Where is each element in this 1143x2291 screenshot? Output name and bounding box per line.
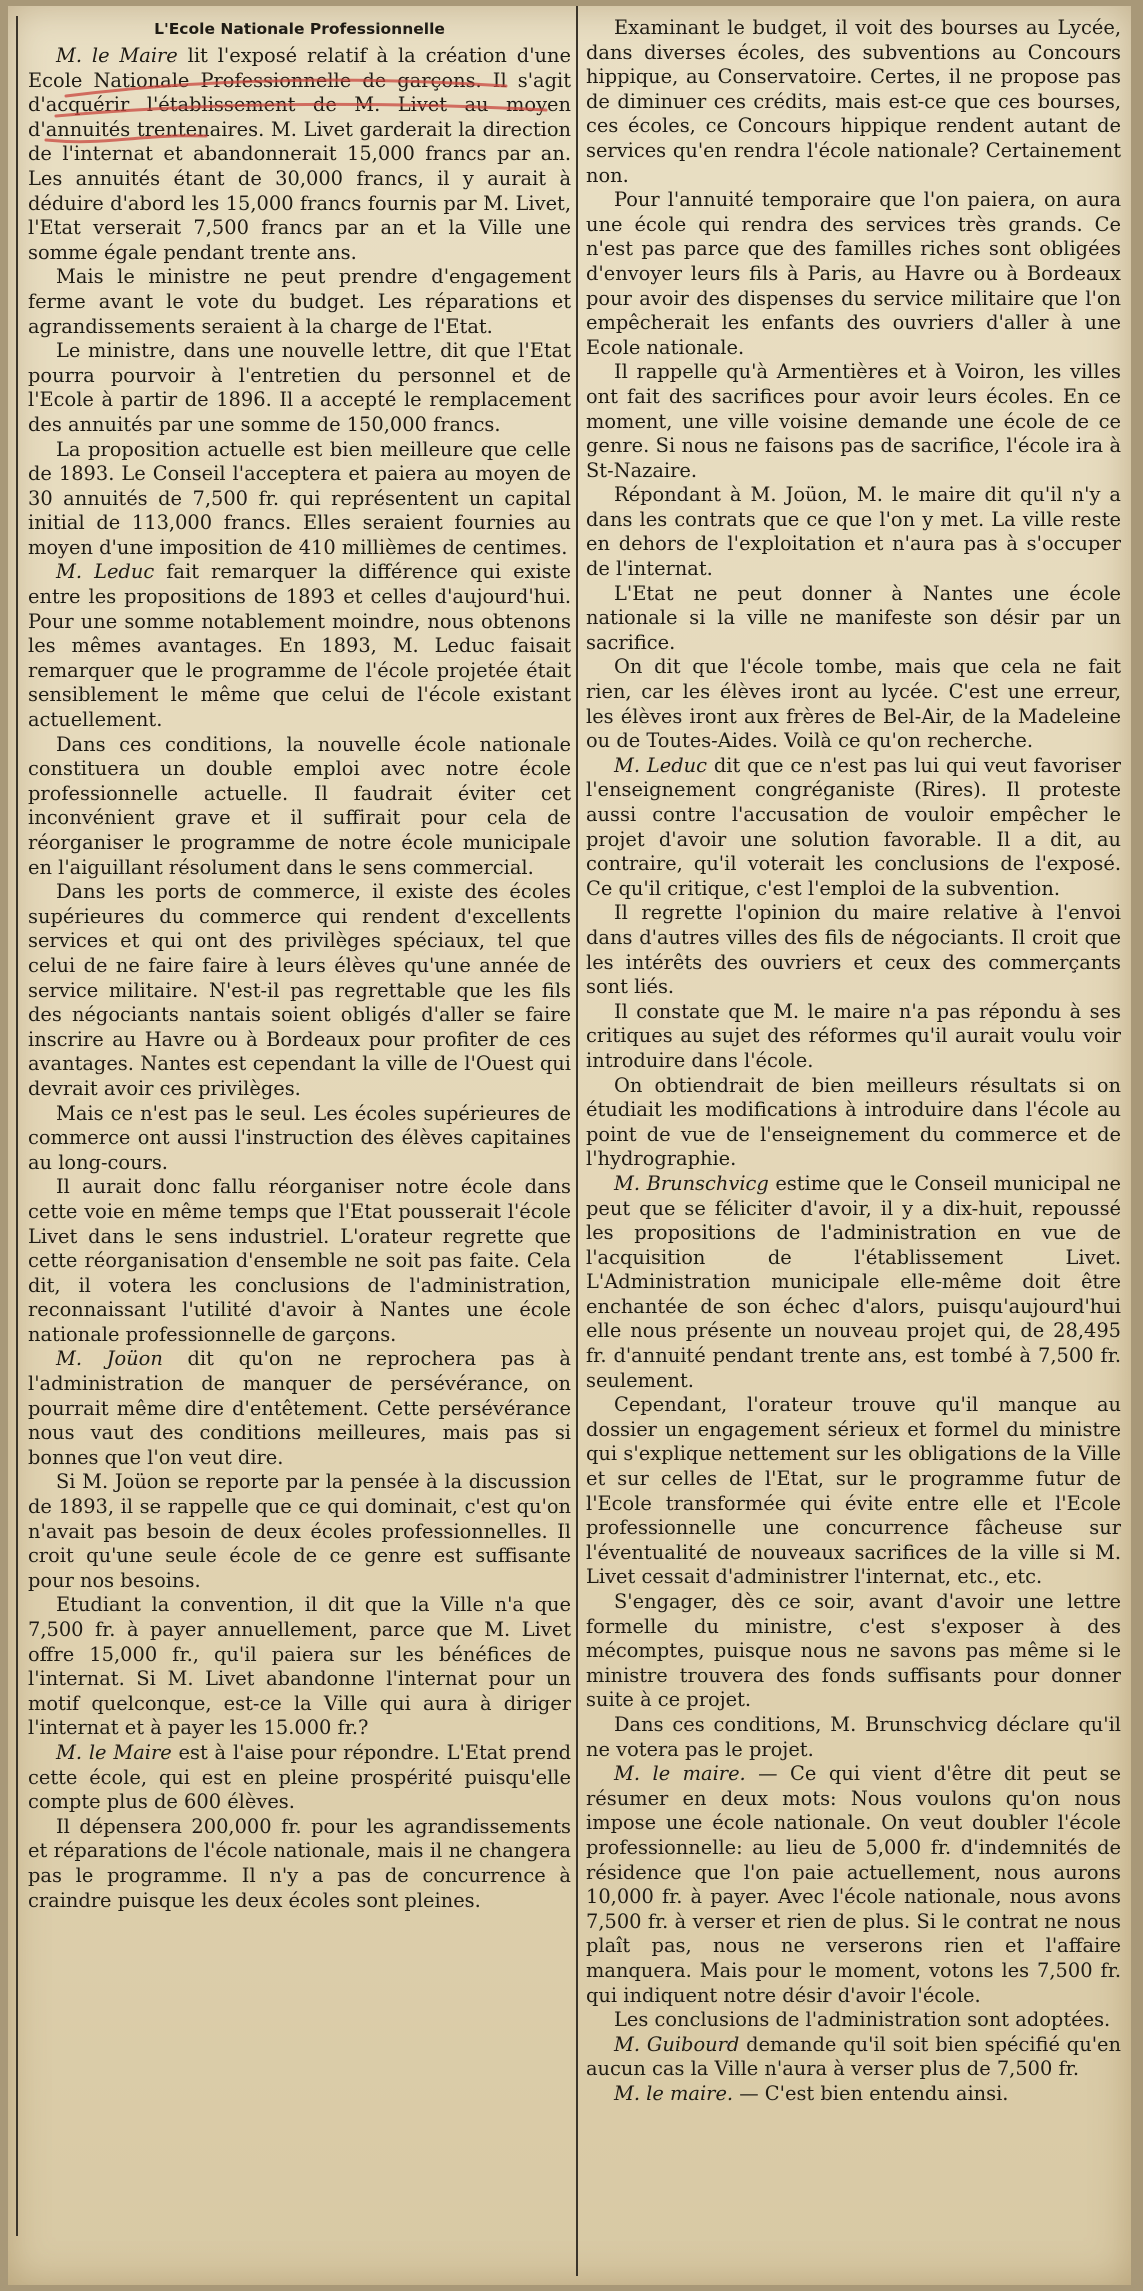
paragraph-text: Il regrette l'opinion du maire relative à l'envoi dans d'autres villes des fils de négociants. Il croit que les intérêts des ouvriers et ceux des commerçants sont liés. <box>586 901 1121 999</box>
speaker-name: M. le Maire <box>56 44 178 67</box>
paragraph <box>586 16 1121 188</box>
paragraph-text: Cependant, l'orateur trouve qu'il manque au dossier un engagement sérieux et formel du ministre qui s'explique nettement sur les obligations de la Ville et sur celles de l'Etat, sur le programme futur de l'Ecole transformée qui évite entre elle et l'Ecole professionnelle une concurrence fâcheuse sur l'éventualité de nouveaux sacrifices de la ville si M. Livet cessait d'administrer l'internat, etc., etc. <box>586 1393 1121 1589</box>
paragraph-text: On obtiendrait de bien meilleurs résultats si on étudiait les modifications à introduire dans l'école au point de vue de l'enseignement du commerce et de l'hydrographie. <box>586 1073 1121 1171</box>
paragraph <box>586 901 1121 999</box>
paragraph <box>586 360 1121 483</box>
speaker-name: M. Leduc <box>614 753 707 777</box>
paragraph-text: estime que le Conseil municipal ne peut que se féliciter d'avoir, il y a dix-huit, repoussé les propositions de l'administration en vue de l'acquisition de l'établissement Livet. L'Administration municipale elle-même doit être enchantée de son échec d'alors, puisqu'aujourd'hui elle nous présente un nouveau projet qui, de 28,495 fr. d'annuité pendant trente ans, est tombé à 7,500 fr. seulement. <box>586 1171 1121 1392</box>
paragraph <box>586 582 1121 656</box>
paragraph <box>28 1593 571 1741</box>
paragraph <box>586 2082 1121 2107</box>
paragraph <box>586 1762 1121 2008</box>
paragraph <box>28 1470 571 1593</box>
paragraph <box>28 1102 571 1176</box>
speaker-name: M. le maire. <box>614 1762 746 1786</box>
paragraph-text: On dit que l'école tombe, mais que cela ne fait rien, car les élèves iront au lycée. C'est une erreur, les élèves iront aux frères de Bel-Air, de la Madeleine ou de Toutes-Aides. Voilà ce qu'on recherche. <box>586 655 1121 753</box>
paragraph <box>586 2033 1121 2082</box>
paragraph <box>586 1713 1121 1762</box>
paragraph <box>28 1741 571 1815</box>
paragraph <box>28 265 571 339</box>
paragraph <box>28 1815 571 1913</box>
speaker-name: M. Leduc <box>56 560 155 584</box>
paragraph-text: — C'est bien entendu ainsi. <box>733 2081 1009 2105</box>
paragraph <box>586 2008 1121 2033</box>
paragraph-text: est à l'aise pour répondre. L'Etat prend cette école, qui est en pleine prospérité puisqu'elle compte plus de 600 élèves. <box>28 1740 571 1814</box>
paragraph-text: Mais ce n'est pas le seul. Les écoles supérieures de commerce ont aussi l'instruction des élèves capitaines au long-cours. <box>28 1101 571 1174</box>
paragraph-text: S'engager, dès ce soir, avant d'avoir une lettre formelle du ministre, c'est s'exposer à des mécomptes, puisque nous ne savons pas même si le ministre trouvera des fonds suffisants pour donner suite à ce projet. <box>586 1590 1121 1712</box>
paragraph <box>28 733 571 881</box>
paragraph-text: lit l'exposé relatif à la création d'une Ecole Nationale Professionnelle de garçons. Il s'agit d'acquérir l'établissement de M. Livet au moyen d'annuités trentenaires. M. Livet garderait la direction de l'internat et abandonnerait 15,000 francs par an. Les annuités étant de 30,000 francs, il y aurait à déduire d'abord les 15,000 francs fournis par M. Livet, l'Etat verserait 7,500 francs par an et la Ville une somme égale pendant trente ans. <box>28 44 571 264</box>
paragraph <box>28 438 571 561</box>
paragraph <box>586 655 1121 753</box>
paragraph <box>586 1172 1121 1393</box>
paragraph-text: Pour l'annuité temporaire que l'on paiera, on aura une école qui rendra des services très grands. Ce n'est pas parce que des familles riches sont obligées d'envoyer leurs fils à Paris, au Havre ou à Bordeaux pour avoir des dispenses du service militaire que l'on empêcherait les enfants des ouvriers d'aller à une Ecole nationale. <box>586 188 1121 359</box>
paragraph-text: Les conclusions de l'administration sont adoptées. <box>614 2008 1111 2032</box>
column-divider <box>576 6 578 2276</box>
speaker-name: M. le maire. <box>614 2081 734 2105</box>
paragraph-text: Il constate que M. le maire n'a pas répondu à ses critiques au sujet des réformes qu'il aurait voulu voir introduire dans l'école. <box>586 999 1121 1072</box>
right-column <box>586 16 1121 2278</box>
paragraph-text: Mais le ministre ne peut prendre d'engagement ferme avant le vote du budget. Les réparations et agrandissements seraient à la charge de l'Etat. <box>28 265 571 338</box>
left-paragraphs <box>28 44 571 1913</box>
paragraph <box>586 1393 1121 1590</box>
paragraph-text: demande qu'il soit bien spécifié qu'en aucun cas la Ville n'aura à verser plus de 7,500 fr. <box>586 2032 1121 2081</box>
right-paragraphs <box>586 16 1121 2106</box>
paragraph-text: Le ministre, dans une nouvelle lettre, dit que l'Etat pourra pourvoir à l'entretien du personnel et de l'Ecole à partir de 1896. Il a accepté le remplacement des annuités par une somme de 150,000 francs. <box>28 339 571 436</box>
paragraph <box>28 1175 571 1347</box>
paragraph-text: Dans ces conditions, M. Brunschvicg déclare qu'il ne votera pas le projet. <box>586 1712 1121 1761</box>
paragraph-text: Etudiant la convention, il dit que la Ville n'a que 7,500 fr. à payer annuellement, parce que M. Livet offre 15,000 fr., qu'il paiera sur les bénéfices de l'internat. Si M. Livet abandonne l'internat pour un motif quelconque, est-ce la Ville qui aura à diriger l'internat et à payer les 15.000 fr.? <box>28 1593 571 1740</box>
paragraph <box>28 560 571 732</box>
paragraph <box>28 1347 571 1470</box>
paragraph-text: Il rappelle qu'à Armentières et à Voiron, les villes ont fait des sacrifices pour avoir leurs écoles. En ce moment, une ville voisine demande une école de ce genre. Si nous ne faisons pas de sacrifice, l'école ira à St-Nazaire. <box>586 360 1121 482</box>
paragraph <box>586 483 1121 581</box>
speaker-name: M. Joüon <box>56 1347 163 1371</box>
paragraph-text: — Ce qui vient d'être dit peut se résumer en deux mots: Nous voulons qu'on nous impose une école nationale. On veut doubler l'école professionnelle: au lieu de 5,000 fr. d'indemnités de résidence que l'on paie actuellement, nous aurons 10,000 fr. à payer. Avec l'école nationale, nous avons 7,500 fr. à verser et rien de plus. Si le contrat ne nous plaît pas, nous ne verserons rien et l'affaire manquera. Mais pour le moment, votons les 7,500 fr. qui indiquent notre désir d'avoir l'école. <box>586 1762 1121 2007</box>
paragraph-text: Si M. Joüon se reporte par la pensée à la discussion de 1893, il se rappelle que ce qui dominait, c'est qu'on n'avait pas besoin de deux écoles professionnelles. Il croit qu'une seule école de ce genre est suffisante pour nos besoins. <box>28 1470 571 1592</box>
speaker-name: M. le Maire <box>56 1740 172 1764</box>
paragraph <box>586 754 1121 902</box>
paragraph-text: Examinant le budget, il voit des bourses au Lycée, dans diverses écoles, des subventions au Concours hippique, au Conservatoire. Certes, il ne propose pas de diminuer ces crédits, mais est-ce que ces bourses, ces écoles, ce Concours hippique rendent autant de services qu'en rendra l'école nationale? Certainement non. <box>586 16 1121 187</box>
paragraph <box>586 1000 1121 1074</box>
article-title: L'Ecole Nationale Professionnelle <box>154 20 445 38</box>
paragraph-text: L'Etat ne peut donner à Nantes une école nationale si la ville ne manifeste son désir par un sacrifice. <box>586 581 1121 654</box>
paragraph-text: Dans ces conditions, la nouvelle école nationale constituera un double emploi avec notre école professionnelle actuelle. Il faudrait éviter cet inconvénient grave et il suffirait pour cela de réorganiser le programme de notre école municipale en l'aiguillant résolument dans le sens commercial. <box>28 732 571 879</box>
paragraph-text: dit qu'on ne reprochera pas à l'administration de manquer de persévérance, on pourrait même dire d'entêtement. Cette persévérance nous vaut des conditions meilleures, mais pas si bonnes que l'on veut dire. <box>28 1347 571 1469</box>
paragraph-text: dit que ce n'est pas lui qui veut favoriser l'enseignement congréganiste (Rires). Il proteste aussi contre l'accusation de vouloir empêcher le projet d'avoir une solution favorable. Il a dit, au contraire, qu'il voterait les conclusions de l'exposé. Ce qu'il critique, c'est l'emploi de la subvention. <box>586 753 1121 900</box>
paragraph <box>28 339 571 437</box>
paragraph <box>586 1074 1121 1172</box>
paragraph <box>28 44 571 265</box>
paragraph <box>586 1590 1121 1713</box>
newspaper-clipping <box>8 6 1131 2285</box>
left-column <box>16 16 571 2236</box>
paragraph-text: fait remarquer la différence qui existe entre les propositions de 1893 et celles d'aujourd'hui. Pour une somme notablement moindre, nous obtenons les mêmes avantages. En 1893, M. Leduc faisait remarquer que le programme de l'école projetée était sensiblement le même que celui de l'école existant actuellement. <box>28 560 571 732</box>
paragraph <box>586 188 1121 360</box>
paragraph-text: Dans les ports de commerce, il existe des écoles supérieures du commerce qui rendent d'excellents services et qui ont des privilèges spéciaux, tel que celui de ne faire faire à leurs élèves qu'une année de service militaire. N'est-il pas regrettable que les fils des négociants nantais soient obligés d'aller se faire inscrire au Havre ou à Bordeaux pour profiter de ces avantages. Nantes est cependant la ville de l'Ouest qui devrait avoir ces privilèges. <box>28 880 571 1100</box>
paragraph-text: La proposition actuelle est bien meilleure que celle de 1893. Le Conseil l'acceptera et paiera au moyen de 30 annuités de 7,500 fr. qui représentent un capital initial de 113,000 francs. Elles seraient fournies au moyen d'une imposition de 410 millièmes de centimes. <box>28 437 571 559</box>
speaker-name: M. Guibourd <box>614 2032 740 2056</box>
paragraph-text: Il aurait donc fallu réorganiser notre école dans cette voie en même temps que l'Etat pousserait l'école Livet dans le sens industriel. L'orateur regrette que cette réorganisation d'ensemble ne soit pas faite. Cela dit, il votera les conclusions de l'administration, reconnaissant l'utilité d'avoir à Nantes une école nationale professionnelle de garçons. <box>28 1175 571 1346</box>
speaker-name: M. Brunschvicg <box>614 1171 769 1195</box>
paragraph <box>28 880 571 1101</box>
paragraph-text: Répondant à M. Joüon, M. le maire dit qu'il n'y a dans les contrats que ce que l'on y met. La ville reste en dehors de l'exploitation et n'aura pas à s'occuper de l'internat. <box>586 483 1121 581</box>
paragraph-text: Il dépensera 200,000 fr. pour les agrandissements et réparations de l'école nationale, mais il ne changera pas le programme. Il n'y a pas de concurrence à craindre puisque les deux écoles sont pleines. <box>28 1814 571 1912</box>
